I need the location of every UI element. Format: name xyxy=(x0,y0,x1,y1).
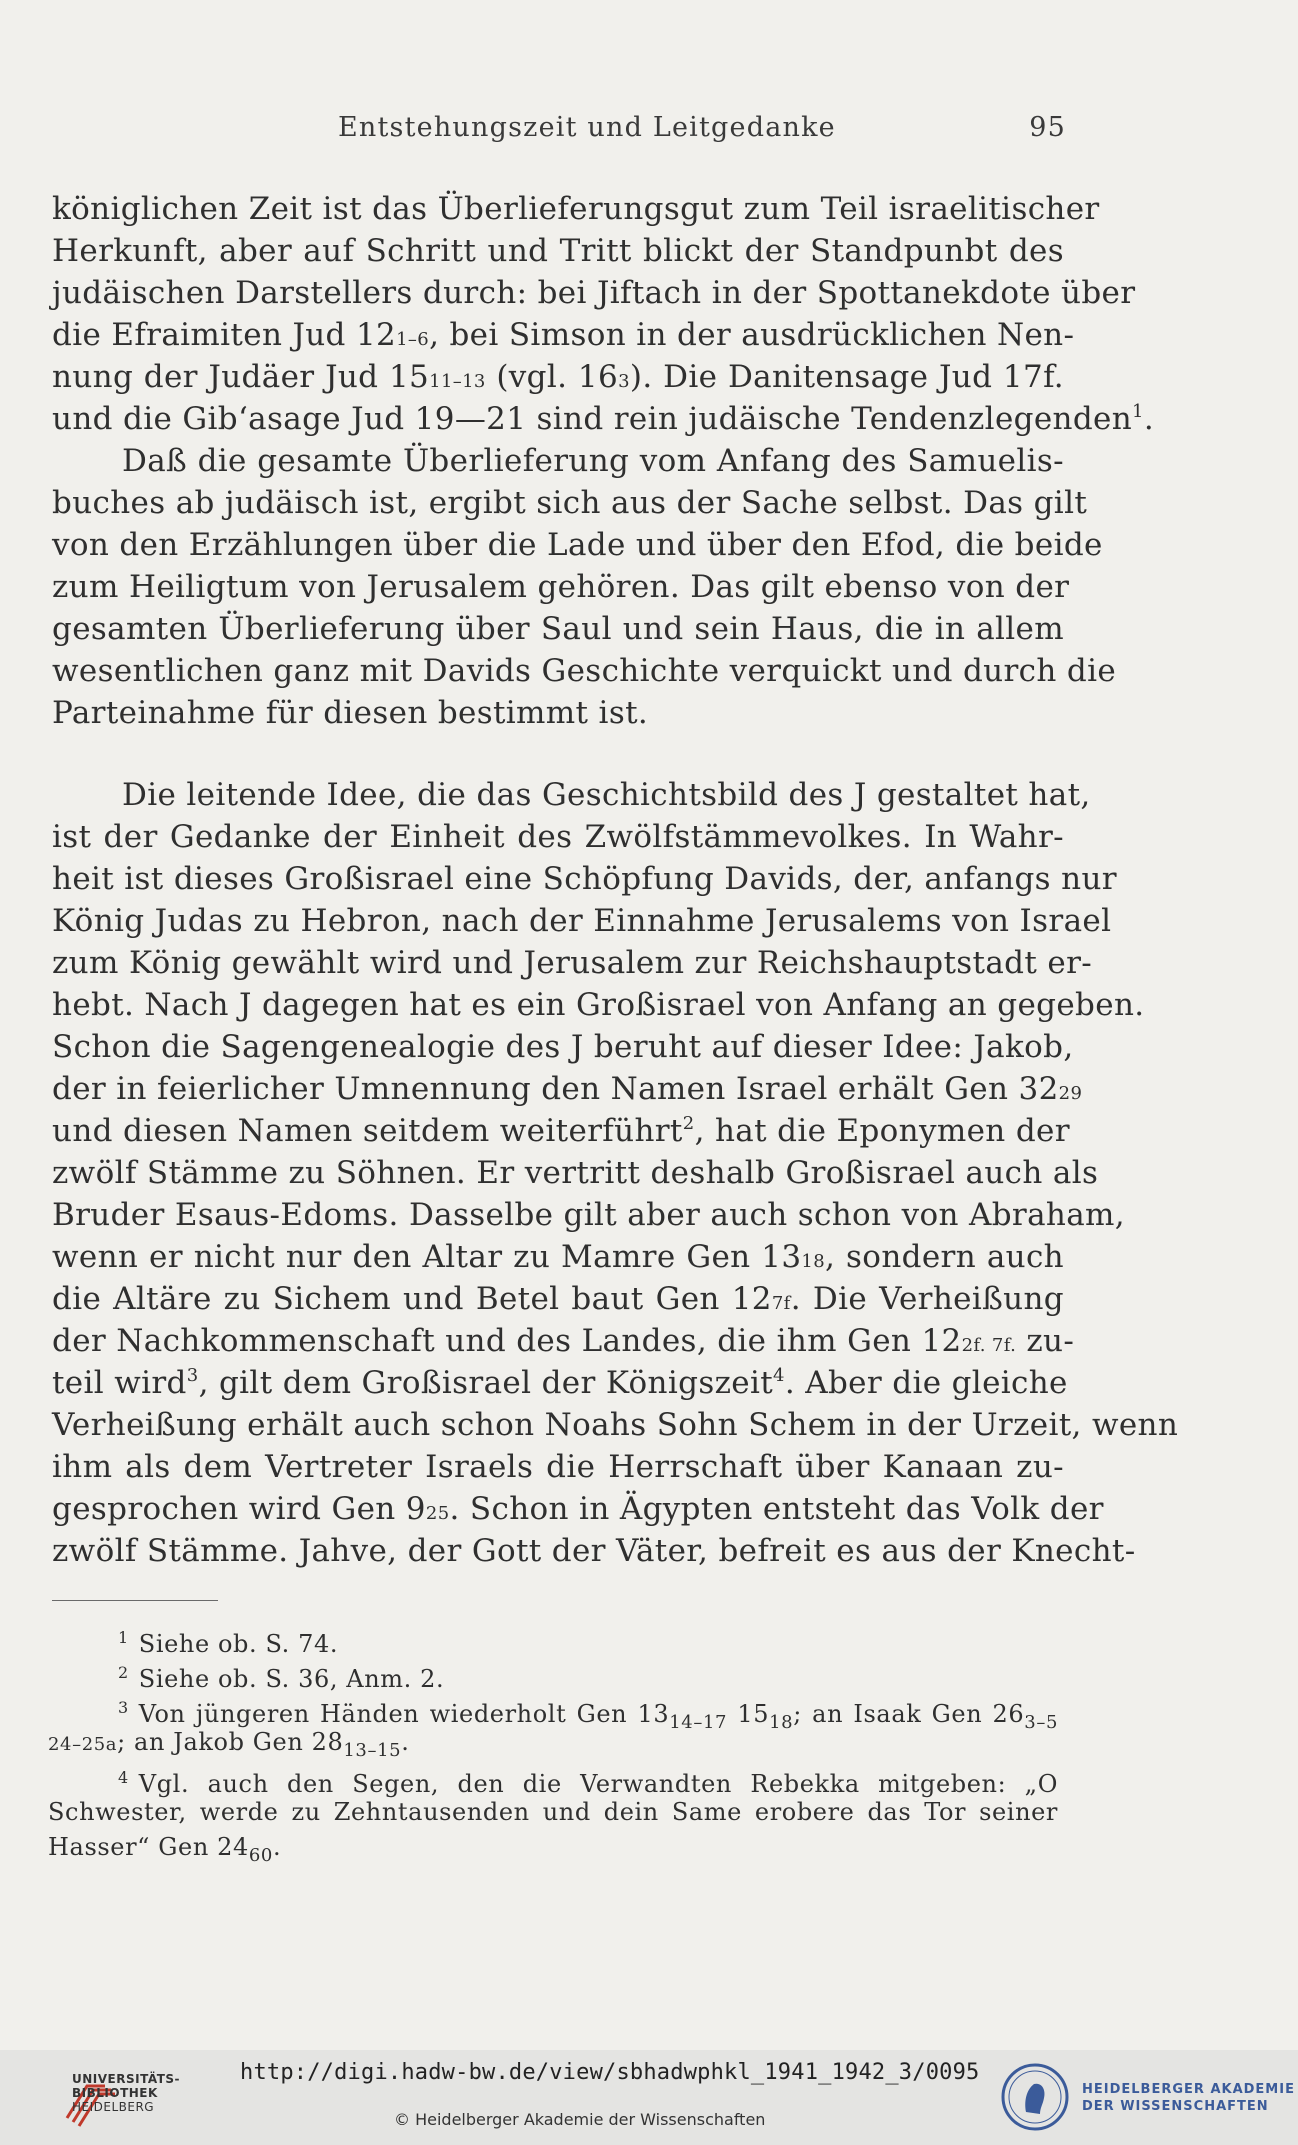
footnote-text: Siehe ob. S. 74. xyxy=(138,1630,339,1658)
text-span: der in feierlicher Umnennung den Namen Israel erhält Gen 32 xyxy=(52,1071,1059,1107)
footnote-text: Von jüngeren Händen wiederholt Gen 13 xyxy=(138,1700,670,1728)
library-name-line: HEIDELBERG xyxy=(72,2100,155,2114)
footnote-text: . xyxy=(272,1833,282,1861)
text-span: teil wird xyxy=(52,1365,187,1401)
footnote-mark: 1 xyxy=(118,1628,129,1647)
verse-ref: 11–13 xyxy=(429,371,486,392)
footnote-4-cont: Schwester, werde zu Zehntausenden und dein Same erobere das Tor seiner xyxy=(48,1798,1058,1826)
main-text xyxy=(52,188,1179,1572)
footnote-ref: 2 xyxy=(682,1113,695,1134)
text-line: zwölf Stämme. Jahve, der Gott der Väter, befreit es aus der Knecht- xyxy=(52,1533,1136,1569)
text-span: die Efraimiten Jud 12 xyxy=(52,317,397,353)
footnote-3 xyxy=(48,1690,1059,1733)
text-span: die Altäre zu Sichem und Betel baut Gen 12 xyxy=(52,1281,772,1317)
text-line xyxy=(52,1068,1083,1110)
footnote-separator xyxy=(52,1600,218,1601)
running-title: Entstehungszeit und Leitgedanke xyxy=(338,112,836,143)
text-line: Bruder Esaus-Edoms. Dasselbe gilt aber auch schon von Abraham, xyxy=(52,1197,1126,1233)
text-line xyxy=(52,1278,1064,1320)
permalink-url[interactable]: http://digi.hadw-bw.de/view/sbhadwphkl_1941_1942_3/0095 xyxy=(240,2060,980,2085)
text-line: hebt. Nach J dagegen hat es ein Großisrael von Anfang an gegeben. xyxy=(52,987,1145,1023)
text-line xyxy=(52,1362,1068,1404)
text-line: ihm als dem Vertreter Israels die Herrschaft über Kanaan zu- xyxy=(52,1449,1064,1485)
text-span: zu- xyxy=(1016,1323,1075,1359)
verse-ref: 13–15 xyxy=(343,1739,402,1761)
library-name-line: BIBLIOTHEK xyxy=(72,2086,158,2100)
academy-name xyxy=(1082,2081,1295,2115)
text-span: , bei Simson in der ausdrücklichen Nen- xyxy=(429,317,1075,353)
text-line: buches ab judäisch ist, ergibt sich aus der Sache selbst. Das gilt xyxy=(52,485,1088,521)
footnote-mark: 4 xyxy=(118,1768,129,1787)
text-span: und diesen Namen seitdem weiterführt xyxy=(52,1113,683,1149)
footnote-text: 15 xyxy=(727,1700,770,1728)
text-span: (vgl. 16 xyxy=(485,359,619,395)
text-span: wenn er nicht nur den Altar zu Mamre Gen 13 xyxy=(52,1239,802,1275)
footnote-text: Hasser“ Gen 24 xyxy=(48,1833,249,1861)
text-line xyxy=(52,314,1075,356)
text-line: zum Heiligtum von Jerusalem gehören. Das gilt ebenso von der xyxy=(52,569,1070,605)
text-line: König Judas zu Hebron, nach der Einnahme Jerusalems von Israel xyxy=(52,903,1112,939)
text-line xyxy=(52,356,1064,398)
text-line: judäischen Darstellers durch: bei Jiftach in der Spottanekdote über xyxy=(52,275,1136,311)
library-name xyxy=(72,2072,180,2114)
academy-name-line: DER WISSENSCHAFTEN xyxy=(1082,2099,1269,2114)
text-line xyxy=(52,1110,1070,1152)
footnote-2 xyxy=(48,1655,1058,1693)
text-line xyxy=(52,1320,1075,1362)
footnote-ref: 4 xyxy=(773,1365,785,1386)
section-gap xyxy=(52,734,1064,774)
verse-ref: 14–17 xyxy=(669,1711,728,1733)
verse-ref: 7f xyxy=(771,1293,791,1314)
text-span: gesprochen wird Gen 9 xyxy=(52,1491,426,1527)
footnote-text: ; an Isaak Gen 26 xyxy=(793,1700,1025,1728)
verse-ref: 3 xyxy=(618,371,630,392)
viewer-footer xyxy=(0,2050,1298,2145)
text-line: königlichen Zeit ist das Überlieferungsgut zum Teil israelitischer xyxy=(52,191,1100,227)
text-line: wesentlichen ganz mit Davids Geschichte verquickt und durch die xyxy=(52,653,1117,689)
text-line xyxy=(52,398,1155,440)
text-span: ). Die Danitensage Jud 17f. xyxy=(629,359,1064,395)
text-span: und die Gib‘asage Jud 19—21 sind rein judäische Tendenzlegenden xyxy=(52,401,1133,437)
text-line: von den Erzählungen über die Lade und über den Efod, die beide xyxy=(52,527,1103,563)
text-line: Herkunft, aber auf Schritt und Tritt blickt der Standpunbt des xyxy=(52,233,1064,269)
text-span: der Nachkommenschaft und des Landes, die ihm Gen 12 xyxy=(52,1323,962,1359)
verse-ref: 1–6 xyxy=(396,329,430,350)
text-line: Die leitende Idee, die das Geschichtsbild des J gestaltet hat, xyxy=(122,777,1091,813)
text-line: heit ist dieses Großisrael eine Schöpfung Davids, der, anfangs nur xyxy=(52,861,1117,897)
text-span: . Aber die gleiche xyxy=(784,1365,1068,1401)
verse-ref: 18 xyxy=(769,1711,794,1733)
text-line xyxy=(52,1236,1064,1278)
text-line: Schon die Sagengenealogie des J beruht auf dieser Idee: Jakob, xyxy=(52,1029,1074,1065)
footnote-4 xyxy=(48,1760,1058,1798)
text-line: ist der Gedanke der Einheit des Zwölfstämmevolkes. In Wahr- xyxy=(52,819,1064,855)
verse-ref: 24–25a xyxy=(48,1734,118,1755)
text-line xyxy=(52,1488,1104,1530)
footnote-1 xyxy=(48,1620,1058,1658)
footnotes xyxy=(48,1620,1058,1865)
footnote-text: . xyxy=(401,1728,410,1756)
footnote-ref: 1 xyxy=(1132,401,1144,422)
footnote-mark: 3 xyxy=(118,1698,129,1717)
text-line: Verheißung erhält auch schon Noahs Sohn Schem in der Urzeit, wenn xyxy=(52,1407,1179,1443)
verse-ref: 3–5 xyxy=(1024,1711,1059,1733)
text-line: zwölf Stämme zu Söhnen. Er vertritt deshalb Großisrael auch als xyxy=(52,1155,1099,1191)
text-span: . Die Verheißung xyxy=(790,1281,1064,1317)
verse-ref: 25 xyxy=(425,1503,450,1524)
footnote-ref: 3 xyxy=(186,1365,199,1386)
verse-ref: 18 xyxy=(801,1251,826,1272)
academy-seal-icon xyxy=(1000,2062,1070,2132)
text-line: zum König gewählt wird und Jerusalem zur Reichshauptstadt er- xyxy=(52,945,1093,981)
text-span: . xyxy=(1143,401,1155,437)
footnote-mark: 2 xyxy=(118,1663,129,1682)
text-span: nung der Judäer Jud 15 xyxy=(52,359,430,395)
text-line: Parteinahme für diesen bestimmt ist. xyxy=(52,695,649,731)
verse-ref: 2f. 7f. xyxy=(961,1335,1017,1356)
text-line: gesamten Überlieferung über Saul und sein Haus, die in allem xyxy=(52,611,1064,647)
verse-ref: 29 xyxy=(1058,1083,1083,1104)
library-name-line: UNIVERSITÄTS- xyxy=(72,2072,181,2086)
text-span: , hat die Eponymen der xyxy=(694,1113,1070,1149)
footnote-text: Siehe ob. S. 36, Anm. 2. xyxy=(138,1665,445,1693)
footnote-3-cont xyxy=(48,1725,1058,1760)
text-line: Daß die gesamte Überlieferung vom Anfang des Samuelis- xyxy=(122,443,1064,479)
verse-ref: 60 xyxy=(248,1844,273,1866)
footnote-text: Vgl. auch den Segen, den die Verwandten Rebekka mitgeben: „O xyxy=(138,1770,1058,1798)
text-span: , gilt dem Großisrael der Königszeit xyxy=(198,1365,774,1401)
footnote-text: ; an Jakob Gen 28 xyxy=(117,1728,344,1756)
text-span: . Schon in Ägypten entsteht das Volk der xyxy=(449,1491,1104,1527)
copyright-notice: © Heidelberger Akademie der Wissenschaften xyxy=(394,2110,766,2129)
text-span: , sondern auch xyxy=(825,1239,1064,1275)
footnote-4-cont xyxy=(48,1830,1058,1865)
page-number: 95 xyxy=(1029,112,1066,143)
academy-name-line: HEIDELBERGER AKADEMIE xyxy=(1082,2082,1295,2097)
